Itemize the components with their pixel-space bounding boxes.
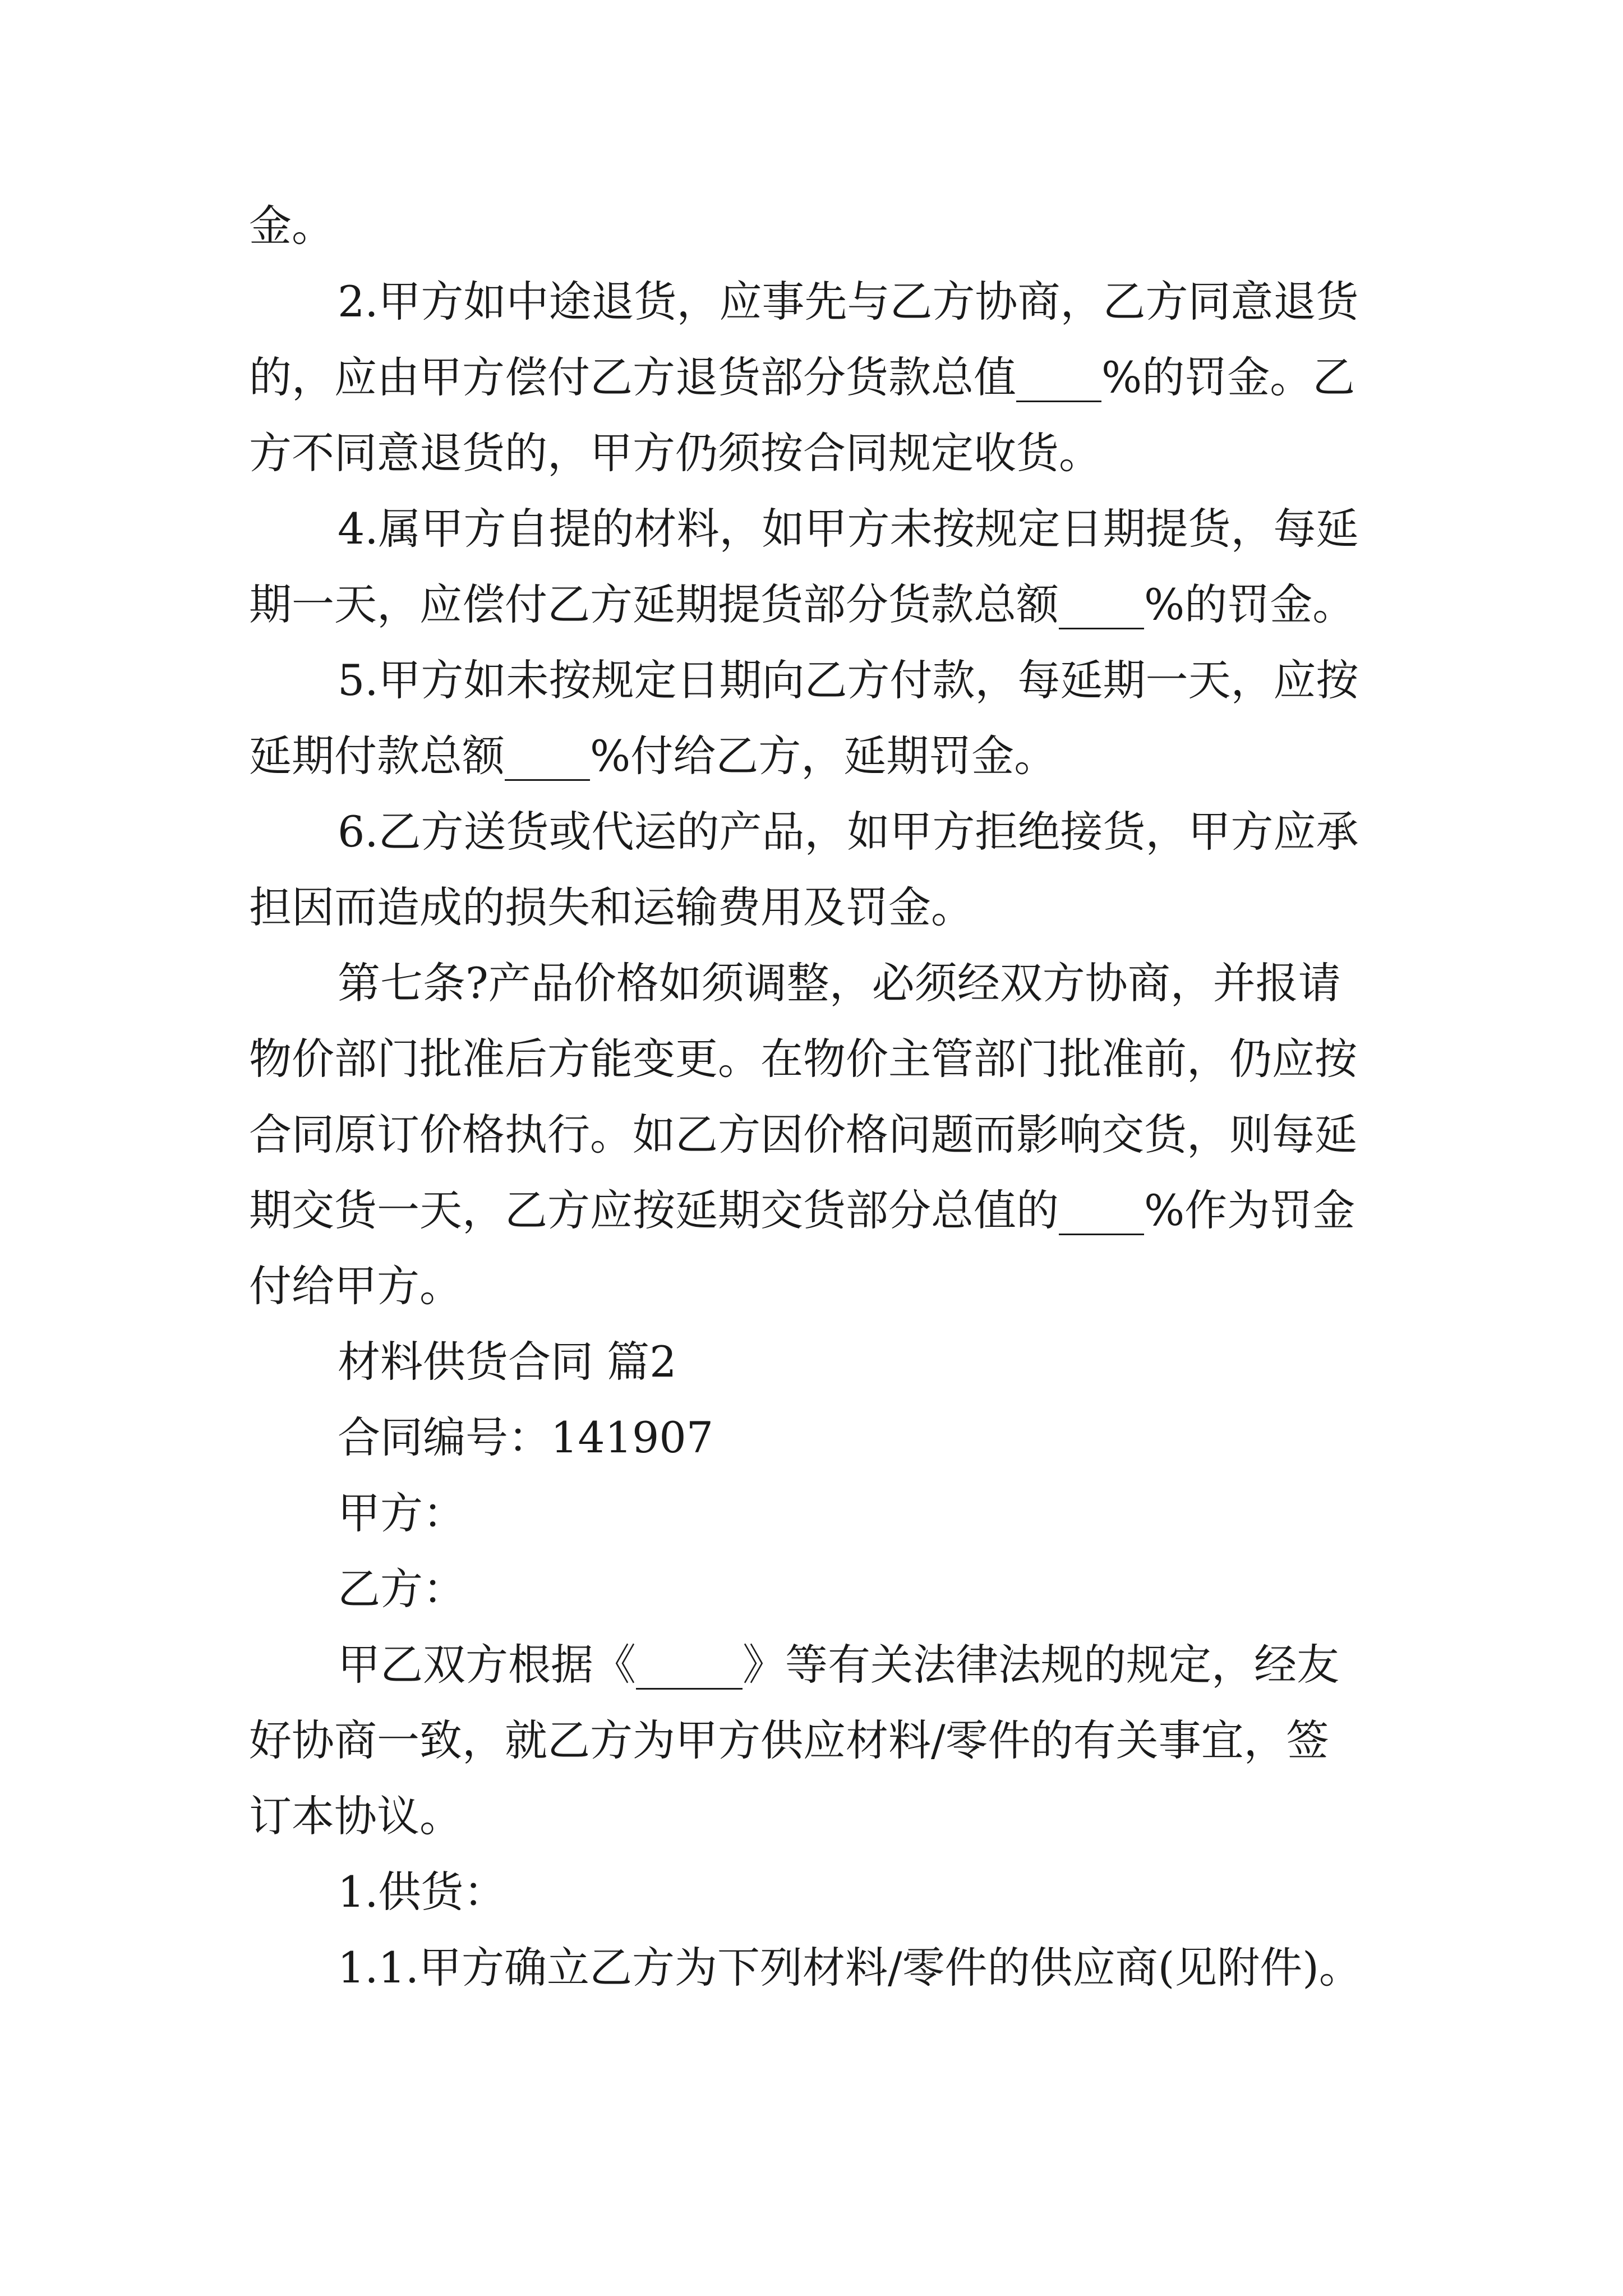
text-line-6: 期一天，应偿付乙方延期提货部分货款总额____%的罚金。 bbox=[249, 579, 1355, 629]
party-b-label: 乙方： bbox=[338, 1564, 465, 1614]
text-line-9: 6.乙方送货或代运的产品，如甲方拒绝接货，甲方应承 bbox=[338, 807, 1359, 857]
text-line-8: 延期付款总额____%付给乙方，延期罚金。 bbox=[249, 731, 1057, 781]
text-line-4: 方不同意退货的，甲方仍须按合同规定收货。 bbox=[249, 428, 1101, 478]
section-title: 材料供货合同 篇2 bbox=[338, 1337, 677, 1387]
party-a-label: 甲方： bbox=[338, 1488, 465, 1538]
text-line-3: 的，应由甲方偿付乙方退货部分货款总值____%的罚金。乙 bbox=[249, 352, 1355, 402]
text-line-13: 合同原订价格执行。如乙方因价格问题而影响交货，则每延 bbox=[249, 1110, 1357, 1159]
text-line-2: 2.甲方如中途退货，应事先与乙方协商，乙方同意退货 bbox=[338, 277, 1359, 326]
text-line-7: 5.甲方如未按规定日期向乙方付款，每延期一天，应按 bbox=[338, 655, 1359, 705]
text-line-10: 担因而造成的损失和运输费用及罚金。 bbox=[249, 882, 974, 932]
text-line-22: 订本协议。 bbox=[249, 1791, 462, 1841]
contract-number: 合同编号：141907 bbox=[338, 1412, 714, 1462]
text-line-24: 1.1.甲方确立乙方为下列材料/零件的供应商(见附件)。 bbox=[338, 1943, 1362, 1993]
text-line-20: 甲乙双方根据《_____》等有关法律法规的规定，经友 bbox=[338, 1640, 1339, 1690]
text-line-15: 付给甲方。 bbox=[249, 1261, 462, 1311]
clause-heading-supply: 1.供货： bbox=[338, 1867, 506, 1917]
text-line-14: 期交货一天，乙方应按延期交货部分总值的____%作为罚金 bbox=[249, 1185, 1355, 1235]
text-line-1: 金。 bbox=[249, 201, 334, 251]
text-line-11: 第七条?产品价格如须调整，必须经双方协商，并报请 bbox=[338, 958, 1341, 1008]
text-line-5: 4.属甲方自提的材料，如甲方未按规定日期提货，每延 bbox=[338, 504, 1359, 554]
text-line-21: 好协商一致，就乙方为甲方供应材料/零件的有关事宜，签 bbox=[249, 1715, 1329, 1765]
text-line-12: 物价部门批准后方能变更。在物价主管部门批准前，仍应按 bbox=[249, 1034, 1357, 1084]
